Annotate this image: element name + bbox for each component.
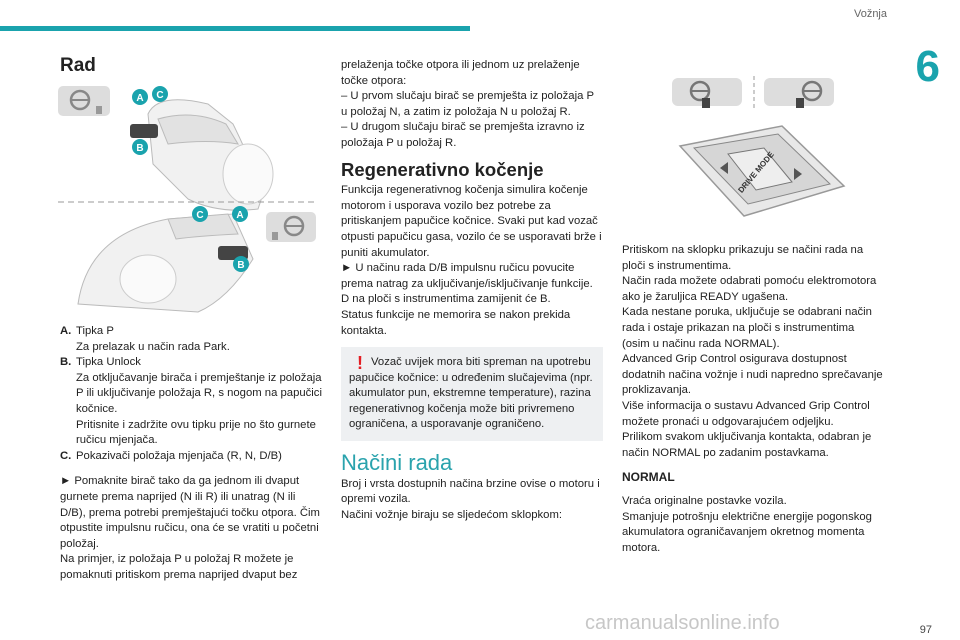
selector-bottom: [78, 214, 253, 312]
right-p1: Pritiskom na sklopku prikazuju se načini rada na ploči s instrumentima.: [622, 244, 864, 272]
selector-top: [130, 100, 273, 210]
svg-text:B: B: [136, 143, 144, 154]
svg-text:A: A: [136, 93, 144, 104]
mid-cont1: prelaženja točke otpora ili jednom uz prelaženje točke otpora:: [341, 59, 580, 87]
paragraph-push: ► Pomaknite birač tako da ga jednom ili dvaput gurnete prema naprijed (N ili R) ili unatrag (N ili D/B), prema potrebi premještajući točku otpora. Čim otpustite impulsnu ručicu, ona će se vratiti u početni položaj.: [60, 475, 320, 550]
normal-p1: Vraća originalne postavke vozila.: [622, 494, 787, 507]
middle-column: [341, 58, 603, 523]
callout-a-bottom: [232, 206, 248, 222]
modes-p1: Broj i vrsta dostupnih načina brzine ovise o motoru i opremi vozila.: [341, 477, 600, 506]
gear-selector-illustration: [58, 84, 318, 316]
steering-wheel-icon-right: [764, 78, 834, 108]
warning-text: Vozač uvijek mora biti spreman na upotrebu papučice kočnice: u određenim slučajevima (npr. akumulator pun, ekstremne temperature), razina regenerativnog kočenja može biti privremeno ograničena, a usporavanje ograničeno.: [349, 356, 593, 431]
right-p6: Prilikom svakom uključivanja kontakta, odabran je način NORMAL po zadanim postavkama.: [622, 431, 872, 459]
svg-text:A: A: [236, 210, 244, 221]
regen-p4: Status funkcije ne memorira se nakon prekida kontakta.: [341, 308, 571, 337]
regen-p2: ► U načinu rada D/B impulsnu ručicu povucite prema natrag za uključivanje/isključivanje funkcije.: [341, 262, 593, 290]
svg-text:DRIVE MODE: DRIVE MODE: [736, 150, 776, 195]
regen-p3: D na ploči s instrumentima zamijenit će B.: [341, 293, 551, 306]
legend-b: B. Tipka Unlock Za otključavanje birača i premještanje iz položaja P ili uključivanje položaja R, s nogom na papučici kočnice. Pritisnite i zadržite ovu tipku prije no što gurnete ručicu mjenjača.: [60, 356, 322, 447]
right-column: [622, 243, 884, 556]
chapter-number: 6: [915, 42, 940, 91]
right-p5: Više informacija o sustavu Advanced Grip Control možete pronaći u odgovarajućem odjeljku.: [622, 399, 870, 428]
drive-mode-switch-panel: [680, 126, 844, 216]
warning-box: [341, 347, 603, 441]
callout-b-top: [132, 139, 148, 155]
watermark: carmanualsonline.info: [585, 612, 780, 634]
page-number: 97: [919, 624, 932, 636]
heading-normal: NORMAL: [622, 470, 675, 485]
svg-text:C: C: [156, 90, 164, 101]
regen-p1: Funkcija regenerativnog kočenja simulira kočenje motorom i usporava vozilo bez potrebe za pritiskanjem papučice kočnice. Svaki put kad vozač otpusti papučicu gasa, vozilo će se usporavati brže i puniti akumulator.: [341, 184, 602, 259]
legend-c: C. Pokazivači položaja mjenjača (R, N, D/B): [60, 449, 282, 462]
heading-regenerativno: Regenerativno kočenje: [341, 158, 544, 180]
svg-text:C: C: [196, 210, 204, 221]
legend-list: [60, 324, 322, 584]
left-column: [60, 55, 322, 76]
legend-a: A. Tipka P Za prelazak u način rada Park.: [60, 325, 230, 353]
callout-c-bottom: [192, 206, 208, 222]
section-name: Vožnja: [853, 8, 887, 20]
modes-p2: Načini vožnje biraju se sljedećom sklopkom:: [341, 508, 563, 521]
steering-wheel-icon-left: [672, 78, 742, 108]
right-p2: Način rada možete odabrati pomoću elektromotora ako je žaruljica READY ugašena.: [622, 275, 877, 303]
callout-a-top: [132, 89, 148, 105]
paragraph-example: Na primjer, iz položaja P u položaj R možete je pomaknuti pritiskom prema naprijed dvaput bez: [60, 553, 298, 581]
section-title-rad: Rad: [60, 55, 96, 76]
svg-text:B: B: [237, 260, 245, 271]
steering-wheel-icon-top: [58, 86, 110, 116]
normal-p2: Smanjuje potrošnju električne energije pogonskog akumulatora ograničavanjem okretnog momenta motora.: [622, 510, 872, 554]
heading-nacini-rada: Načini rada: [341, 450, 453, 476]
callout-b-bottom: [233, 256, 249, 272]
mid-cont3: – U drugom slučaju birač se premješta izravno iz položaja P u položaj R.: [341, 121, 585, 149]
right-p3: Kada nestane poruka, uključuje se odabrani način rada i ostaje prikazan na ploči s instrumentima (osim u načinu rada NORMAL).: [622, 306, 872, 350]
right-p4: Advanced Grip Control osigurava dostupnost dodatnih načina vožnje i nudi napredno sprečavanje proklizavanja.: [622, 353, 883, 397]
warning-icon: !: [357, 353, 363, 374]
top-accent-bar: [0, 26, 470, 31]
drive-mode-illustration: [672, 76, 852, 226]
steering-wheel-icon-bottom: [266, 212, 316, 242]
callout-c-top: [152, 86, 168, 102]
mid-cont2: – U prvom slučaju birač se premješta iz položaja P u položaj N, a zatim iz položaja N u položaj R.: [341, 90, 594, 118]
